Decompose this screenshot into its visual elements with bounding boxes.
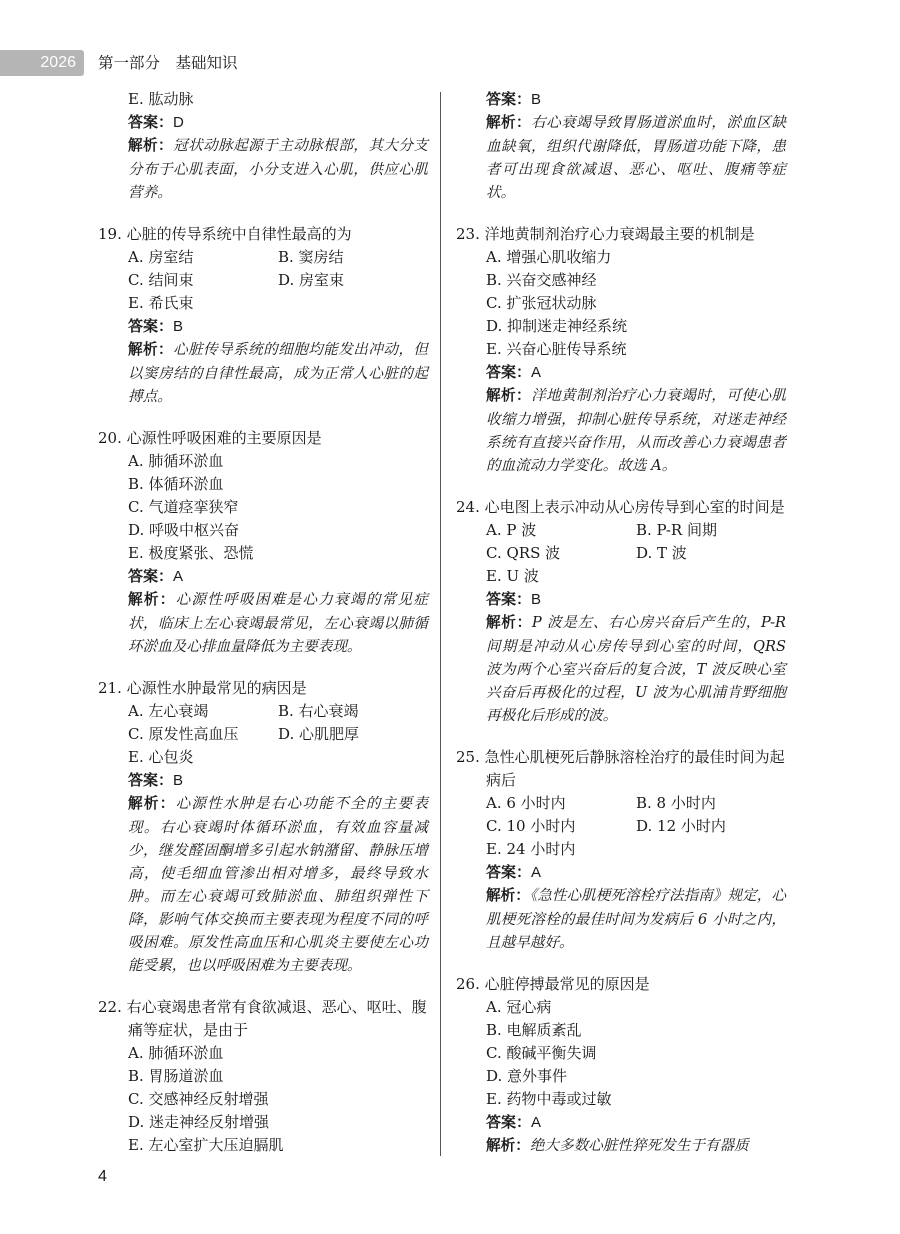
explanation-label: 解析： — [486, 615, 532, 631]
option: E. U 波 — [486, 567, 539, 585]
explanation-label: 解析： — [128, 592, 176, 608]
question-stem: 26. 心脏停搏最常见的原因是 — [456, 975, 650, 993]
options-list — [98, 246, 428, 315]
option-row — [128, 1088, 428, 1111]
option: B. 电解质紊乱 — [486, 1021, 582, 1039]
explanation — [98, 338, 428, 408]
option: B. 8 小时内 — [636, 794, 716, 812]
option-row — [486, 269, 786, 292]
option: D. 抑制迷走神经系统 — [486, 317, 628, 335]
option-row — [128, 292, 428, 315]
option-row — [486, 1042, 786, 1065]
option: E. 24 小时内 — [486, 840, 576, 858]
option: D. 意外事件 — [486, 1067, 568, 1085]
question-stem: 20. 心源性呼吸困难的主要原因是 — [98, 429, 322, 447]
option-row — [128, 746, 428, 769]
answer-label: 答案： — [128, 114, 174, 131]
option: D. 房室束 — [278, 271, 345, 289]
question-stem: 24. 心电图上表示冲动从心房传导到心室的时间是 — [456, 498, 785, 516]
option: B. 窦房结 — [278, 248, 344, 266]
answer-label: 答案： — [128, 772, 174, 789]
question-block — [456, 88, 786, 204]
answer-line — [456, 88, 786, 111]
option: D. 呼吸中枢兴奋 — [128, 521, 240, 539]
question-block — [456, 746, 786, 954]
explanation-label: 解析： — [128, 342, 174, 358]
explanation-text: 《急性心肌梗死溶栓疗法指南》规定，心肌梗死溶栓的最佳时间为发病后 6 小时之内，且越早越好。 — [486, 887, 786, 951]
explanation-label: 解析： — [128, 796, 176, 812]
options-list — [456, 246, 786, 361]
option: D. T 波 — [636, 544, 687, 562]
option: A. 房室结 — [128, 248, 194, 266]
option: A. 左心衰竭 — [128, 702, 209, 720]
question-stem: 23. 洋地黄制剂治疗心力衰竭最主要的机制是 — [456, 225, 755, 243]
option: B. P-R 间期 — [636, 521, 717, 539]
left-column — [98, 88, 428, 1176]
option-row — [128, 1042, 428, 1065]
question-block — [456, 223, 786, 477]
option: E. 希氏束 — [128, 294, 194, 312]
option: E. 心包炎 — [128, 748, 194, 766]
option: D. 迷走神经反射增强 — [128, 1113, 270, 1131]
explanation — [98, 792, 428, 977]
explanation-text: 洋地黄制剂治疗心力衰竭时，可使心肌收缩力增强，抑制心脏传导系统，对迷走神经系统有直接兴奋作用，从而改善心力衰竭患者的血流动力学变化。故选 A。 — [486, 387, 786, 474]
option: B. 兴奋交感神经 — [486, 271, 597, 289]
option-row — [486, 1065, 786, 1088]
question-block — [98, 677, 428, 977]
answer-label: 答案： — [486, 1114, 532, 1131]
answer-line — [98, 565, 428, 588]
answer-value: B — [531, 91, 542, 108]
options-list — [98, 1042, 428, 1157]
option: B. 体循环淤血 — [128, 475, 224, 493]
question-block — [456, 973, 786, 1158]
answer-value: B — [173, 318, 184, 335]
option-row — [128, 519, 428, 542]
answer-label: 答案： — [128, 568, 174, 585]
question-stem: 25. 急性心肌梗死后静脉溶栓治疗的最佳时间为起病后 — [456, 748, 785, 789]
explanation-text: 冠状动脉起源于主动脉根部，其大分支分布于心肌表面，小分支进入心肌，供应心肌营养。 — [128, 137, 428, 201]
explanation — [456, 384, 786, 477]
year-tab: 2026 — [0, 50, 84, 76]
explanation-text: 心脏传导系统的细胞均能发出冲动，但以窦房结的自律性最高，成为正常人心脏的起搏点。 — [128, 341, 428, 405]
option-row — [128, 88, 428, 111]
option-row — [128, 700, 428, 723]
explanation-label: 解析： — [128, 138, 174, 154]
option: C. 气道痉挛狭窄 — [128, 498, 239, 516]
option: C. 原发性高血压 — [128, 725, 239, 743]
options-list — [456, 792, 786, 861]
option-row — [486, 338, 786, 361]
option: E. 左心室扩大压迫膈肌 — [128, 1136, 284, 1154]
question-stem: 21. 心源性水肿最常见的病因是 — [98, 679, 307, 697]
option-row — [486, 1088, 786, 1111]
option-row — [128, 450, 428, 473]
options-list — [456, 996, 786, 1111]
question-block — [98, 88, 428, 204]
option: B. 右心衰竭 — [278, 702, 359, 720]
option-row — [128, 723, 428, 746]
option: D. 心肌肥厚 — [278, 725, 360, 743]
answer-value: A — [173, 568, 184, 585]
explanation-text: 心源性呼吸困难是心力衰竭的常见症状，临床上左心衰竭最常见，左心衰竭以肺循环淤血及心排血量降低为主要表现。 — [128, 591, 428, 655]
explanation-text: 绝大多数心脏性猝死发生于有器质 — [529, 1137, 749, 1154]
answer-label: 答案： — [128, 318, 174, 335]
question-block — [98, 223, 428, 408]
question-block — [98, 996, 428, 1157]
option: A. 6 小时内 — [486, 794, 566, 812]
option-row — [486, 792, 786, 815]
answer-value: A — [531, 364, 542, 381]
column-divider — [440, 92, 441, 1156]
option: A. 冠心病 — [486, 998, 552, 1016]
answer-line — [98, 315, 428, 338]
question-stem: 19. 心脏的传导系统中自律性最高的为 — [98, 225, 352, 243]
option-row — [128, 1065, 428, 1088]
answer-line — [456, 588, 786, 611]
option-row — [486, 1019, 786, 1042]
explanation — [456, 611, 786, 727]
page-number: 4 — [98, 1168, 107, 1185]
explanation-text: 右心衰竭导致胃肠道淤血时，淤血区缺血缺氧，组织代谢降低，胃肠道功能下降，患者可出现食欲减退、恶心、呕吐、腹痛等症状。 — [486, 114, 786, 201]
option: E. 极度紧张、恐慌 — [128, 544, 254, 562]
question-block — [98, 427, 428, 658]
options-list — [98, 450, 428, 565]
option: C. 结间束 — [128, 271, 194, 289]
option-row — [486, 292, 786, 315]
option: A. 肺循环淤血 — [128, 452, 224, 470]
option: C. 酸碱平衡失调 — [486, 1044, 597, 1062]
explanation — [456, 884, 786, 954]
option: E. 兴奋心脏传导系统 — [486, 340, 627, 358]
answer-line — [456, 361, 786, 384]
answer-label: 答案： — [486, 591, 532, 608]
option-row — [128, 542, 428, 565]
option-row — [128, 246, 428, 269]
option: C. 交感神经反射增强 — [128, 1090, 269, 1108]
option-row — [486, 565, 786, 588]
option-row — [486, 246, 786, 269]
answer-value: A — [531, 1114, 542, 1131]
option: C. 扩张冠状动脉 — [486, 294, 597, 312]
option-row — [486, 542, 786, 565]
answer-value: B — [531, 591, 542, 608]
explanation-label: 解析： — [486, 388, 532, 404]
explanation — [456, 111, 786, 204]
explanation-label: 解析： — [486, 115, 532, 131]
explanation-text: P 波是左、右心房兴奋后产生的，P-R 间期是冲动从心房传导到心室的时间，QRS 波为两个心室兴奋后的复合波，T 波反映心室兴奋后再极化的过程，U 波为心肌浦肯野细胞再极化后形成的波。 — [486, 614, 786, 724]
explanation — [456, 1134, 786, 1158]
answer-label: 答案： — [486, 91, 532, 108]
answer-label: 答案： — [486, 364, 532, 381]
right-column — [456, 88, 786, 1177]
options-list — [98, 88, 428, 111]
option: E. 药物中毒或过敏 — [486, 1090, 612, 1108]
answer-line — [98, 769, 428, 792]
option-row — [128, 269, 428, 292]
option: B. 胃肠道淤血 — [128, 1067, 224, 1085]
option: C. 10 小时内 — [486, 817, 576, 835]
answer-value: B — [173, 772, 184, 789]
answer-line — [456, 861, 786, 884]
answer-line — [98, 111, 428, 134]
option-row — [128, 473, 428, 496]
section-title: 第一部分 基础知识 — [98, 54, 238, 72]
option: A. 肺循环淤血 — [128, 1044, 224, 1062]
option-row — [128, 1134, 428, 1157]
question-stem: 22. 右心衰竭患者常有食欲减退、恶心、呕吐、腹痛等症状，是由于 — [98, 998, 427, 1039]
option-row — [128, 496, 428, 519]
options-list — [98, 700, 428, 769]
question-block — [456, 496, 786, 727]
answer-label: 答案： — [486, 864, 532, 881]
answer-value: A — [531, 864, 542, 881]
options-list — [456, 519, 786, 588]
answer-line — [456, 1111, 786, 1134]
option-row — [128, 1111, 428, 1134]
option: A. 增强心肌收缩力 — [486, 248, 612, 266]
option-row — [486, 519, 786, 542]
page-header — [0, 50, 900, 76]
explanation-label: 解析： — [486, 888, 530, 904]
option: C. QRS 波 — [486, 544, 561, 562]
explanation-label: 解析： — [486, 1138, 530, 1154]
option-row — [486, 838, 786, 861]
option-row — [486, 996, 786, 1019]
explanation — [98, 134, 428, 204]
option: A. P 波 — [486, 521, 537, 539]
option-row — [486, 815, 786, 838]
explanation-text: 心源性水肿是右心功能不全的主要表现。右心衰竭时体循环淤血，有效血容量减少，继发醛固酮增多引起水钠潴留、静脉压增高，使毛细血管渗出相对增多，最终导致水肿。而左心衰竭可致肺淤血、肺组织弹性下降，影响气体交换而主要表现为程度不同的呼吸困难。原发性高血压和心肌炎主要使左心功能受累，也以呼吸困难为主要表现。 — [128, 795, 428, 974]
option: E. 肱动脉 — [128, 90, 194, 108]
explanation — [98, 588, 428, 658]
option-row — [486, 315, 786, 338]
answer-value: D — [173, 114, 184, 131]
option: D. 12 小时内 — [636, 817, 726, 835]
